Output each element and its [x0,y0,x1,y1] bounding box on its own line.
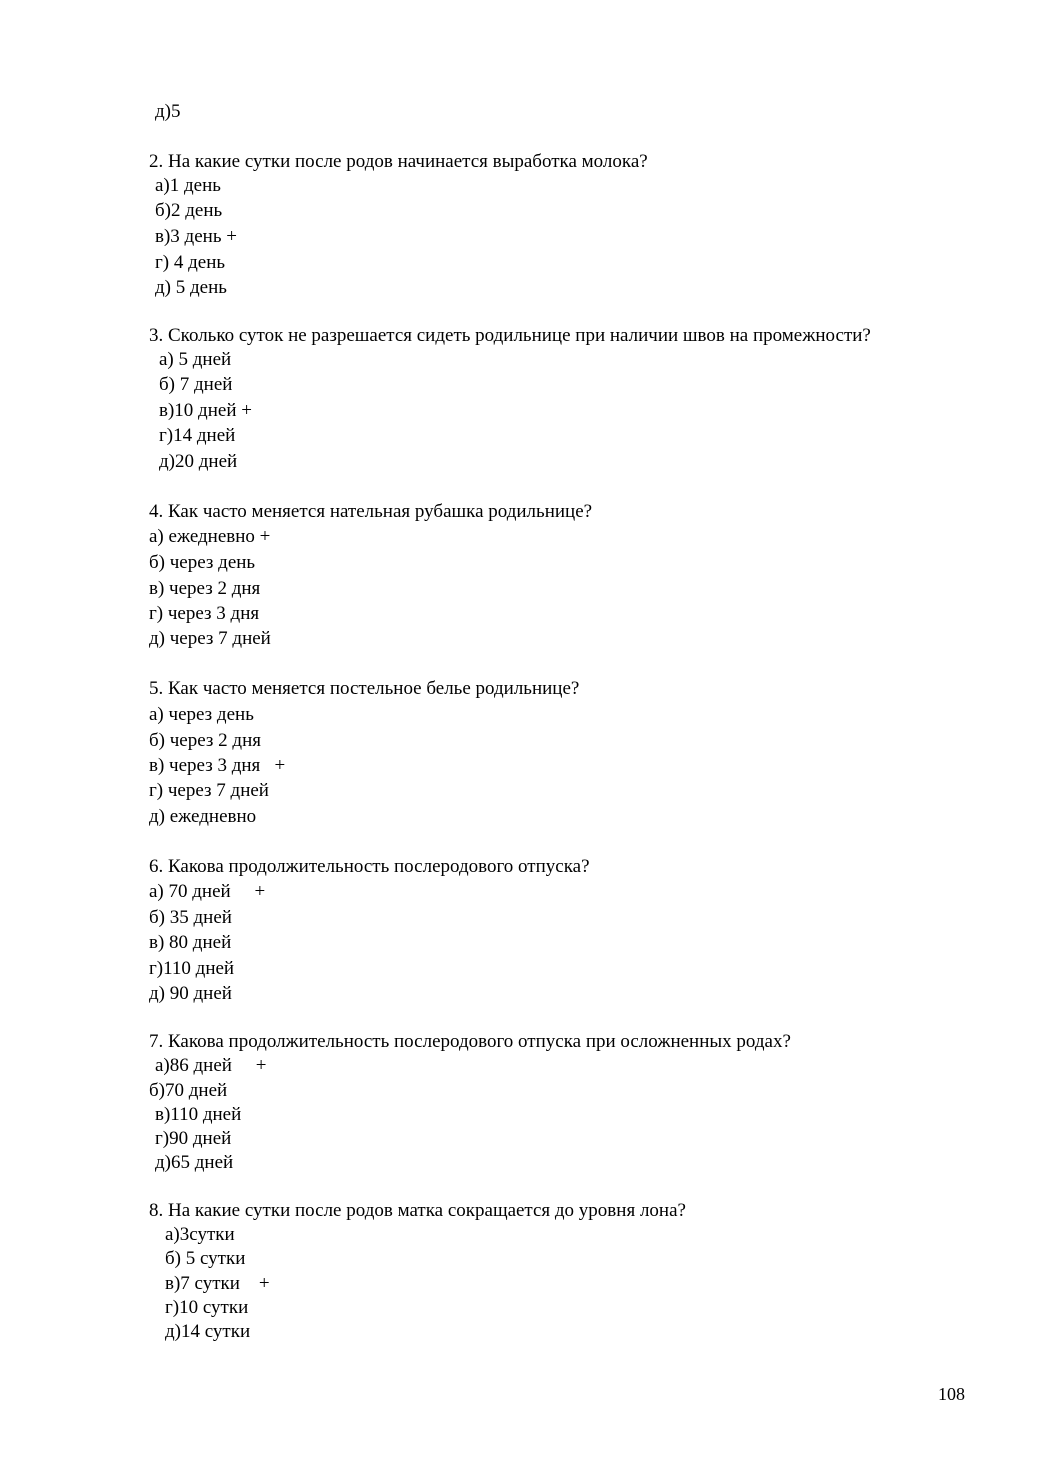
answer-option: д) ежедневно [149,806,257,827]
answer-option: д)14 сутки [165,1321,251,1342]
answer-option: в)7 сутки + [165,1273,270,1294]
answer-option: в) через 3 дня + [149,755,286,776]
answer-option: г) через 3 дня [149,603,260,624]
answer-option: а) ежедневно + [149,526,271,547]
answer-option: г)110 дней [149,958,235,979]
answer-option: д) через 7 дней [149,628,271,649]
answer-option: в)3 день + [155,226,237,247]
answer-option: б) 7 дней [159,374,233,395]
answer-option: г)10 сутки [165,1297,249,1318]
answer-option: г) через 7 дней [149,780,269,801]
answer-option: г)90 дней [155,1128,232,1149]
question-6: 6. Какова продолжительность послеродового отпуска? [149,856,590,877]
answer-option: г) 4 день [155,252,226,273]
answer-option: а)3сутки [165,1224,235,1245]
question-3: 3. Сколько суток не разрешается сидеть родильнице при наличии швов на промежности? [149,325,871,346]
question-2: 2. На какие сутки после родов начинается выработка молока? [149,151,648,172]
answer-option: а) 5 дней [159,349,232,370]
answer-option: б) через день [149,552,256,573]
answer-option: а)1 день [155,175,221,196]
answer-option: д)20 дней [159,451,238,472]
answer-option: а) через день [149,704,254,725]
answer-option: б) через 2 дня [149,730,261,751]
page-number: 108 [938,1384,965,1404]
question-7: 7. Какова продолжительность послеродового отпуска при осложненных родах? [149,1031,791,1052]
question-5: 5. Как часто меняется постельное белье родильнице? [149,678,580,699]
answer-option: а)86 дней + [155,1055,267,1076]
answer-option: а) 70 дней + [149,881,266,902]
answer-option: г)14 дней [159,425,236,446]
answer-option: б) 35 дней [149,907,232,928]
question-4: 4. Как часто меняется нательная рубашка родильнице? [149,501,593,522]
answer-option: б)70 дней [149,1080,228,1101]
question-8: 8. На какие сутки после родов матка сокращается до уровня лона? [149,1200,686,1221]
answer-option: д) 5 день [155,277,227,298]
answer-option: в)10 дней + [159,400,252,421]
answer-option: д) 90 дней [149,983,232,1004]
answer-option: в)110 дней [155,1104,242,1125]
answer-option: б) 5 сутки [165,1248,246,1269]
answer-option: д)5 [155,101,181,122]
answer-option: д)65 дней [155,1152,234,1173]
answer-option: б)2 день [155,200,223,221]
answer-option: в) 80 дней [149,932,232,953]
answer-option: в) через 2 дня [149,578,261,599]
